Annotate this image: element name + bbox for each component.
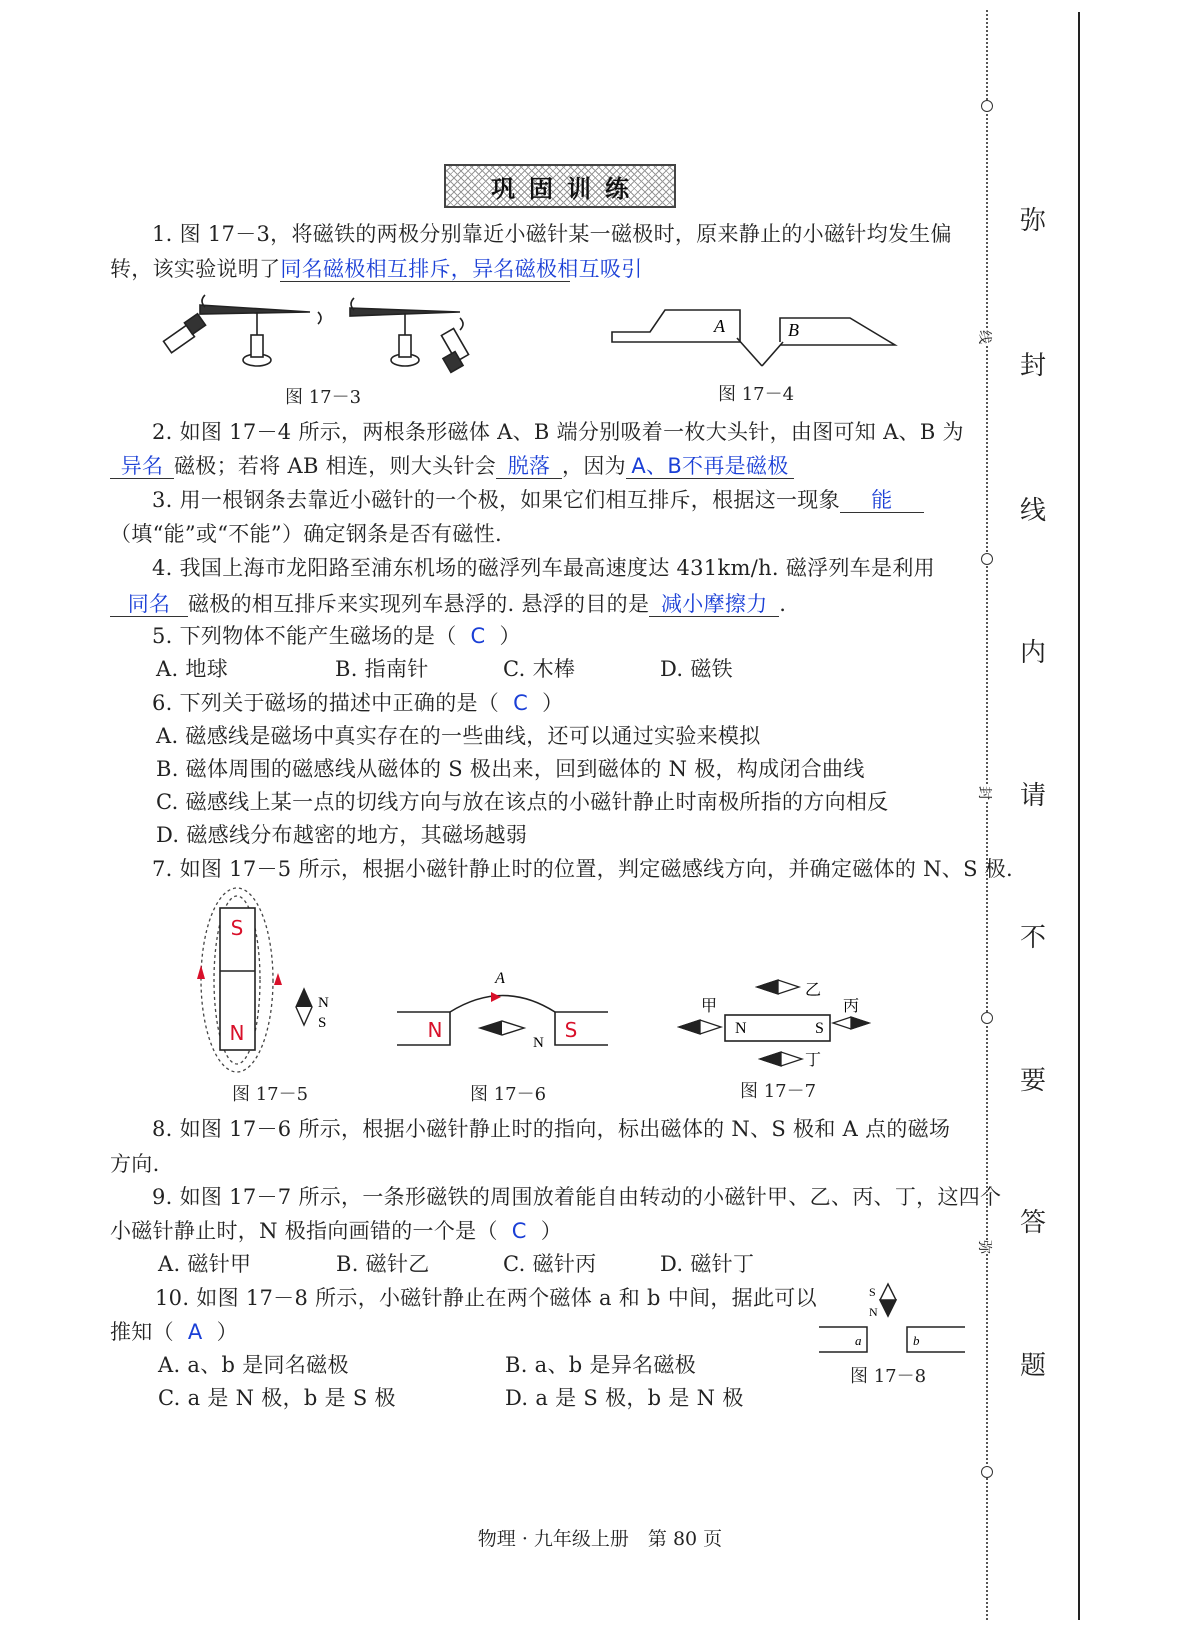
q9-close: ） — [540, 1219, 563, 1243]
q6-option-d: D. 磁感线分布越密的地方，其磁场越弱 — [156, 823, 528, 847]
q10-option-d: D. a 是 S 极，b 是 N 极 — [505, 1386, 744, 1410]
fig-17-5-caption: 图 17－5 — [232, 1084, 309, 1105]
fig-17-7-caption: 图 17－7 — [740, 1081, 817, 1102]
q6-stem — [152, 689, 563, 717]
q9-option-d: D. 磁针丁 — [660, 1252, 755, 1276]
q6-option-a: A. 磁感线是磁场中真实存在的一些曲线，还可以通过实验来模拟 — [156, 724, 761, 748]
fig-17-7-ding: 丁 — [805, 1050, 822, 1069]
fig-17-6-caption: 图 17－6 — [470, 1084, 547, 1105]
side-char-3: 线 — [1020, 496, 1047, 526]
page-footer: 物理 · 九年级上册 第 80 页 — [477, 1528, 723, 1550]
fig-17-5-needle-s: S — [318, 1015, 327, 1031]
q10-line2 — [110, 1318, 238, 1346]
q3-text-a: 3. 用一根钢条去靠近小磁针的一个极，如果它们相互排斥，根据这一现象 — [152, 488, 840, 512]
margin-char-xian: 线 — [975, 330, 995, 344]
q10-option-b: B. a、b 是异名磁极 — [505, 1353, 697, 1377]
side-char-9: 题 — [1020, 1351, 1047, 1381]
q5-option-d: D. 磁铁 — [660, 657, 733, 681]
fig-17-8-label-b: b — [913, 1333, 920, 1348]
q5-option-b: B. 指南针 — [335, 657, 429, 681]
q2-answer-1: 异名 — [110, 454, 174, 479]
q9-option-c: C. 磁针丙 — [503, 1252, 597, 1276]
q1-text: 转，该实验说明了 — [110, 257, 281, 281]
q4-line1: 4. 我国上海市龙阳路至浦东机场的磁浮列车最高速度达 431km/h. 磁浮列车是利用 — [152, 556, 935, 580]
q5-option-c: C. 木棒 — [503, 657, 576, 681]
q4-answer-2: 减小摩擦力 — [649, 592, 779, 617]
q5-option-a: A. 地球 — [156, 657, 229, 681]
binding-hole-2 — [981, 553, 993, 565]
fig-17-6-needle-label: N — [533, 1035, 544, 1051]
q2-line2 — [110, 452, 794, 480]
fig-17-4-label-b: B — [788, 320, 799, 340]
q2-text-b: 磁极；若将 AB 相连，则大头针会 — [174, 454, 497, 478]
q1-answer: 同名磁极相互排斥，异名磁极相互吸引 — [280, 257, 643, 281]
fig-17-5-needle-n: N — [318, 995, 329, 1011]
q6-option-c: C. 磁感线上某一点的切线方向与放在该点的小磁针静止时南极所指的方向相反 — [156, 790, 889, 814]
q9-option-b: B. 磁针乙 — [336, 1252, 430, 1276]
q5-answer: C — [470, 624, 486, 648]
fig-17-7-right-pole: S — [815, 1020, 824, 1037]
q9-text-b: 小磁针静止时，N 极指向画错的一个是（ — [110, 1219, 498, 1243]
q3-line2: （填“能”或“不能”）确定钢条是否有磁性. — [110, 522, 502, 546]
section-title: 巩固训练 — [491, 174, 643, 203]
q5-stem-text: 5. 下列物体不能产生磁场的是（ — [152, 624, 457, 648]
q9-answer: C — [511, 1219, 527, 1243]
fig-17-6-field-arrow — [491, 992, 501, 1002]
side-char-7: 要 — [1020, 1066, 1047, 1096]
q4-line2 — [110, 590, 786, 618]
q10-close: ） — [216, 1320, 238, 1344]
q9-option-a: A. 磁针甲 — [158, 1252, 252, 1276]
fig-17-8-caption: 图 17－8 — [850, 1366, 927, 1387]
binding-hole-1 — [981, 100, 993, 112]
q4-answer-1: 同名 — [110, 592, 188, 617]
q6-stem-text: 6. 下列关于磁场的描述中正确的是（ — [152, 691, 500, 715]
q6-option-b: B. 磁体周围的磁感线从磁体的 S 极出来，回到磁体的 N 极，构成闭合曲线 — [156, 757, 865, 781]
fig-17-7-bing: 丙 — [843, 996, 860, 1015]
fig-17-5-arrow-left — [197, 965, 205, 979]
q2-text-c: ，因为 — [562, 454, 626, 478]
q5-close: ） — [499, 624, 521, 648]
fig-17-6-right-pole: S — [564, 1018, 578, 1042]
side-char-2: 封 — [1020, 351, 1047, 381]
q10-option-a: A. a、b 是同名磁极 — [158, 1353, 349, 1377]
q2-answer-2: 脱落 — [496, 454, 562, 479]
binding-hole-3 — [981, 1012, 993, 1024]
q8-line1: 8. 如图 17－6 所示，根据小磁针静止时的指向，标出磁体的 N、S 极和 A 点的磁场 — [152, 1117, 951, 1141]
margin-char-mi: 弥 — [975, 1240, 995, 1254]
q9-line1: 9. 如图 17－7 所示，一条形磁铁的周围放着能自由转动的小磁针甲、乙、丙、丁，这四个 — [152, 1185, 1002, 1209]
q10-option-c: C. a 是 N 极，b 是 S 极 — [158, 1386, 396, 1410]
fig-17-6-drawing — [395, 965, 615, 1055]
binding-hole-4 — [981, 1466, 993, 1478]
side-char-8: 答 — [1020, 1208, 1047, 1238]
q8-line2: 方向. — [110, 1152, 160, 1176]
q1-line1: 1. 图 17－3，将磁铁的两极分别靠近小磁针某一磁极时，原来静止的小磁针均发生偏 — [152, 222, 952, 246]
q6-answer: C — [513, 691, 529, 715]
q10-answer: A — [187, 1320, 203, 1344]
fig-17-3-caption: 图 17－3 — [285, 387, 362, 408]
side-char-4: 内 — [1020, 638, 1047, 668]
fig-17-7-left-pole: N — [735, 1020, 747, 1037]
fig-17-5-drawing — [190, 885, 340, 1075]
side-char-6: 不 — [1020, 923, 1047, 953]
fig-17-5-bottom-pole: N — [229, 1021, 245, 1045]
q7-text: 7. 如图 17－5 所示，根据小磁针静止时的位置，判定磁感线方向，并确定磁体的 N、S 极. — [152, 857, 1014, 881]
fig-17-8-drawing — [815, 1280, 970, 1360]
q1-line2 — [110, 255, 643, 283]
fig-17-5-top-pole: S — [230, 916, 244, 940]
fig-17-7-jia: 甲 — [701, 996, 718, 1015]
q10-line1: 10. 如图 17－8 所示，小磁针静止在两个磁体 a 和 b 中间，据此可以 — [155, 1286, 817, 1310]
fig-17-7-drawing — [675, 975, 885, 1075]
q2-line1: 2. 如图 17－4 所示，两根条形磁体 A、B 端分别吸着一枚大头针，由图可知 A、B 为 — [152, 420, 964, 444]
q4-text-c: . — [779, 592, 787, 616]
fig-17-4-label-a: A — [714, 316, 725, 336]
fig-17-3-drawing — [160, 290, 490, 380]
margin-char-feng: 封 — [975, 786, 995, 800]
fig-17-8-label-a: a — [855, 1333, 862, 1348]
fig-17-6-point-a: A — [495, 970, 505, 987]
binding-solid-line — [1078, 12, 1080, 1620]
q3-line1 — [152, 486, 924, 514]
q9-line2 — [110, 1217, 562, 1245]
q10-text-b: 推知（ — [110, 1320, 174, 1344]
q2-answer-3: A、B不再是磁极 — [626, 454, 794, 479]
q5-stem — [152, 622, 521, 650]
fig-17-4-drawing — [610, 300, 910, 370]
q6-close: ） — [542, 691, 564, 715]
fig-17-4-caption: 图 17－4 — [718, 384, 795, 405]
fig-17-7-yi: 乙 — [805, 980, 822, 999]
fig-17-8-needle-s: S — [869, 1285, 876, 1299]
side-char-1: 弥 — [1020, 206, 1047, 236]
fig-17-8-needle-n: N — [869, 1305, 878, 1319]
q4-text-b: 磁极的相互排斥来实现列车悬浮的. 悬浮的目的是 — [188, 592, 650, 616]
fig-17-6-left-pole: N — [427, 1018, 443, 1042]
fig-17-5-arrow-right — [274, 973, 282, 985]
side-char-5: 请 — [1020, 781, 1047, 811]
section-title-box — [444, 164, 676, 208]
q3-answer: 能 — [840, 488, 924, 513]
binding-dotted-line — [986, 10, 988, 1620]
